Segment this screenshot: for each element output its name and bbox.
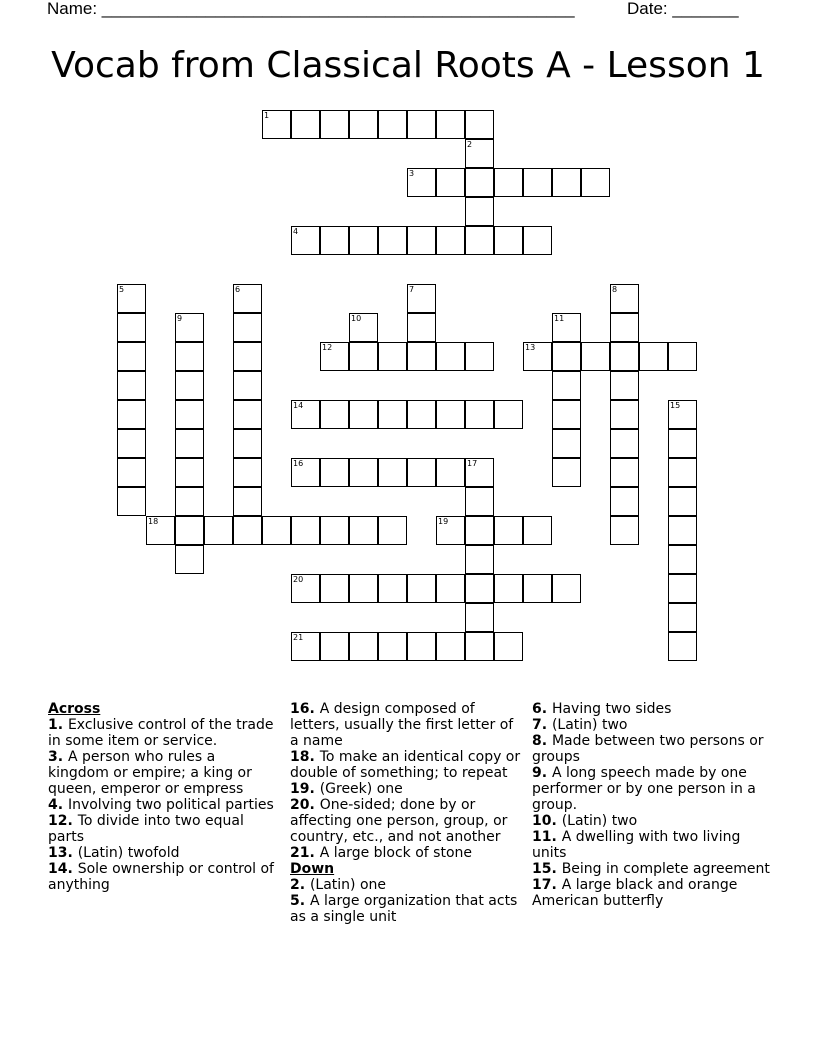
grid-cell[interactable] (407, 342, 436, 371)
clue-number: 12 (322, 343, 333, 352)
grid-cell[interactable] (320, 342, 349, 371)
clue-number: 1 (264, 111, 270, 120)
grid-cell[interactable] (233, 516, 262, 545)
clue-num: 7 (532, 717, 542, 733)
grid-cell[interactable] (291, 400, 320, 429)
grid-cell[interactable] (465, 342, 494, 371)
clue-text: A large organization that acts as a single unit (290, 893, 518, 925)
clue-text: To make an identical copy or double of something; to repeat (290, 749, 521, 781)
clue-num: 14 (48, 861, 68, 877)
grid-cell[interactable] (668, 632, 697, 661)
clue-text: Exclusive control of the trade in some item or service. (48, 717, 274, 749)
grid-cell[interactable] (494, 516, 523, 545)
grid-cell[interactable] (378, 226, 407, 255)
grid-cell[interactable] (233, 458, 262, 487)
grid-cell[interactable] (436, 342, 465, 371)
grid-cell[interactable] (204, 516, 233, 545)
across-clue: 1. Exclusive control of the trade in some item or service. (48, 717, 274, 749)
grid-cell[interactable] (668, 574, 697, 603)
grid-cell[interactable] (523, 574, 552, 603)
grid-cell[interactable] (668, 458, 697, 487)
clue-number: 16 (293, 459, 304, 468)
grid-cell[interactable] (320, 574, 349, 603)
grid-cell[interactable] (407, 458, 436, 487)
grid-cell[interactable] (175, 458, 204, 487)
grid-cell[interactable] (320, 400, 349, 429)
clue-column-1 (48, 701, 278, 893)
clue-num: 21 (290, 845, 310, 861)
grid-cell[interactable] (552, 168, 581, 197)
grid-cell[interactable] (610, 516, 639, 545)
grid-cell[interactable] (175, 516, 204, 545)
down-heading: Down (290, 861, 335, 877)
grid-cell[interactable] (494, 400, 523, 429)
grid-cell[interactable] (552, 574, 581, 603)
clue-number: 20 (293, 575, 304, 584)
clue-num: 10 (532, 813, 552, 829)
grid-cell[interactable] (291, 110, 320, 139)
grid-cell[interactable] (552, 458, 581, 487)
grid-cell[interactable] (465, 168, 494, 197)
clue-number: 18 (148, 517, 159, 526)
grid-cell[interactable] (523, 168, 552, 197)
clue-text: A person who rules a kingdom or empire; a king or queen, emperor or empress (48, 749, 252, 797)
grid-cell[interactable] (117, 458, 146, 487)
grid-cell[interactable] (117, 284, 146, 313)
across-clue: 20. One-sided; done by or affecting one person, group, or country, etc., and not another (290, 797, 508, 845)
date-line: Date: _______ (627, 0, 739, 18)
grid-cell[interactable] (291, 226, 320, 255)
grid-cell[interactable] (465, 226, 494, 255)
clue-num: 20 (290, 797, 310, 813)
grid-cell[interactable] (117, 487, 146, 516)
grid-cell[interactable] (349, 574, 378, 603)
grid-cell[interactable] (610, 400, 639, 429)
across-clue: 3. A person who rules a kingdom or empire; a king or queen, emperor or empress (48, 749, 252, 797)
clue-num: 1 (48, 717, 58, 733)
clue-num: 16 (290, 701, 310, 717)
clue-number: 2 (467, 140, 473, 149)
clue-number: 5 (119, 285, 125, 294)
grid-cell[interactable] (117, 342, 146, 371)
grid-cell[interactable] (175, 313, 204, 342)
grid-cell[interactable] (117, 371, 146, 400)
grid-cell[interactable] (349, 458, 378, 487)
clue-number: 21 (293, 633, 304, 642)
clue-num: 11 (532, 829, 552, 845)
grid-cell[interactable] (581, 342, 610, 371)
grid-cell[interactable] (407, 574, 436, 603)
grid-cell[interactable] (349, 516, 378, 545)
clue-number: 15 (670, 401, 681, 410)
clue-number: 17 (467, 459, 478, 468)
down-clue: 5. A large organization that acts as a single unit (290, 893, 518, 925)
grid-cell[interactable] (465, 197, 494, 226)
clue-text: (Latin) one (309, 877, 387, 893)
grid-cell[interactable] (175, 487, 204, 516)
grid-cell[interactable] (233, 313, 262, 342)
grid-cell[interactable] (349, 110, 378, 139)
grid-cell[interactable] (523, 226, 552, 255)
grid-cell[interactable] (436, 632, 465, 661)
grid-cell[interactable] (378, 516, 407, 545)
grid-cell[interactable] (465, 110, 494, 139)
grid-cell[interactable] (465, 487, 494, 516)
grid-cell[interactable] (175, 429, 204, 458)
across-clue: 12. To divide into two equal parts (48, 813, 244, 845)
across-heading: Across (48, 701, 101, 717)
grid-cell[interactable] (233, 342, 262, 371)
down-clue: 7. (Latin) two (532, 717, 628, 733)
clue-number: 19 (438, 517, 449, 526)
clue-number: 7 (409, 285, 415, 294)
grid-cell[interactable] (552, 342, 581, 371)
grid-cell[interactable] (407, 110, 436, 139)
grid-cell[interactable] (349, 313, 378, 342)
clue-num: 19 (290, 781, 310, 797)
grid-cell[interactable] (465, 603, 494, 632)
clue-text: Involving two political parties (67, 797, 274, 813)
clue-text: A large black and orange American butterfly (532, 877, 738, 909)
grid-cell[interactable] (436, 516, 465, 545)
grid-cell[interactable] (436, 458, 465, 487)
grid-cell[interactable] (291, 632, 320, 661)
grid-cell[interactable] (494, 226, 523, 255)
grid-cell[interactable] (291, 574, 320, 603)
grid-cell[interactable] (552, 400, 581, 429)
grid-cell[interactable] (175, 545, 204, 574)
clue-text: Sole ownership or control of anything (48, 861, 274, 893)
grid-cell[interactable] (610, 342, 639, 371)
clue-text: (Latin) two (551, 717, 628, 733)
across-clue: 18. To make an identical copy or double of something; to repeat (290, 749, 521, 781)
clue-number: 10 (351, 314, 362, 323)
name-line: Name: __________________________________________________ (47, 0, 575, 18)
clue-number: 3 (409, 169, 415, 178)
grid-cell[interactable] (494, 574, 523, 603)
grid-cell[interactable] (291, 516, 320, 545)
grid-cell[interactable] (465, 400, 494, 429)
down-clue: 15. Being in complete agreement (532, 861, 770, 877)
across-clue: 13. (Latin) twofold (48, 845, 180, 861)
down-clue: 6. Having two sides (532, 701, 672, 717)
grid-cell[interactable] (378, 342, 407, 371)
clue-list (48, 701, 788, 1021)
clue-num: 9 (532, 765, 542, 781)
grid-cell[interactable] (117, 400, 146, 429)
grid-cell[interactable] (262, 516, 291, 545)
clue-text: A dwelling with two living units (532, 829, 741, 861)
clue-text: A large block of stone (319, 845, 473, 861)
grid-cell[interactable] (378, 110, 407, 139)
grid-cell[interactable] (117, 313, 146, 342)
grid-cell[interactable] (378, 632, 407, 661)
clue-num: 15 (532, 861, 552, 877)
grid-cell[interactable] (581, 168, 610, 197)
grid-cell[interactable] (407, 284, 436, 313)
grid-cell[interactable] (320, 110, 349, 139)
grid-cell[interactable] (349, 632, 378, 661)
grid-cell[interactable] (668, 400, 697, 429)
grid-cell[interactable] (610, 313, 639, 342)
clue-text: Having two sides (551, 701, 672, 717)
grid-cell[interactable] (465, 545, 494, 574)
grid-cell[interactable] (117, 429, 146, 458)
clue-text: A design composed of letters, usually the first letter of a name (290, 701, 514, 749)
clue-text: (Latin) twofold (77, 845, 180, 861)
down-clue: 10. (Latin) two (532, 813, 638, 829)
down-clue: 17. A large black and orange American butterfly (532, 877, 738, 909)
grid-cell[interactable] (552, 429, 581, 458)
clue-number: 9 (177, 314, 183, 323)
grid-cell[interactable] (378, 400, 407, 429)
grid-cell[interactable] (378, 458, 407, 487)
clue-column-2 (290, 701, 522, 925)
across-clue: 21. A large block of stone (290, 845, 473, 861)
clue-column-3 (532, 701, 772, 909)
clue-text: To divide into two equal parts (48, 813, 244, 845)
grid-cell[interactable] (465, 516, 494, 545)
grid-cell[interactable] (465, 632, 494, 661)
clue-num: 12 (48, 813, 68, 829)
clue-num: 3 (48, 749, 58, 765)
grid-cell[interactable] (320, 632, 349, 661)
clue-text: Being in complete agreement (561, 861, 770, 877)
grid-cell[interactable] (349, 226, 378, 255)
grid-cell[interactable] (233, 284, 262, 313)
clue-text: (Greek) one (319, 781, 403, 797)
grid-cell[interactable] (610, 371, 639, 400)
grid-cell[interactable] (610, 429, 639, 458)
grid-cell[interactable] (233, 429, 262, 458)
clue-number: 14 (293, 401, 304, 410)
grid-cell[interactable] (668, 487, 697, 516)
grid-cell[interactable] (291, 458, 320, 487)
down-clue: 9. A long speech made by one performer or by one person in a group. (532, 765, 756, 813)
grid-cell[interactable] (175, 400, 204, 429)
grid-cell[interactable] (233, 371, 262, 400)
clue-number: 8 (612, 285, 618, 294)
clue-text: Made between two persons or groups (532, 733, 764, 765)
grid-cell[interactable] (668, 429, 697, 458)
clue-number: 4 (293, 227, 299, 236)
clue-num: 2 (290, 877, 300, 893)
across-clue: 4. Involving two political parties (48, 797, 274, 813)
grid-cell[interactable] (552, 371, 581, 400)
clue-num: 5 (290, 893, 300, 909)
grid-cell[interactable] (175, 371, 204, 400)
clue-number: 11 (554, 314, 565, 323)
grid-cell[interactable] (146, 516, 175, 545)
grid-cell[interactable] (465, 458, 494, 487)
down-clue: 8. Made between two persons or groups (532, 733, 764, 765)
grid-cell[interactable] (436, 574, 465, 603)
clue-text: (Latin) two (561, 813, 638, 829)
grid-cell[interactable] (349, 400, 378, 429)
grid-cell[interactable] (407, 632, 436, 661)
clue-num: 8 (532, 733, 542, 749)
clue-num: 17 (532, 877, 552, 893)
grid-cell[interactable] (320, 458, 349, 487)
across-clue: 14. Sole ownership or control of anything (48, 861, 274, 893)
grid-cell[interactable] (407, 400, 436, 429)
clue-number: 13 (525, 343, 536, 352)
grid-cell[interactable] (436, 226, 465, 255)
grid-cell[interactable] (639, 342, 668, 371)
clue-num: 4 (48, 797, 58, 813)
page-title: Vocab from Classical Roots A - Lesson 1 (51, 45, 765, 86)
grid-cell[interactable] (494, 168, 523, 197)
down-clue: 11. A dwelling with two living units (532, 829, 741, 861)
grid-cell[interactable] (407, 313, 436, 342)
grid-cell[interactable] (436, 110, 465, 139)
grid-cell[interactable] (436, 168, 465, 197)
clue-num: 6 (532, 701, 542, 717)
grid-cell[interactable] (320, 226, 349, 255)
grid-cell[interactable] (523, 516, 552, 545)
grid-cell[interactable] (349, 342, 378, 371)
grid-cell[interactable] (436, 400, 465, 429)
grid-cell[interactable] (407, 168, 436, 197)
clue-num: 13 (48, 845, 68, 861)
across-clue: 19. (Greek) one (290, 781, 403, 797)
grid-cell[interactable] (668, 342, 697, 371)
grid-cell[interactable] (668, 603, 697, 632)
grid-cell[interactable] (552, 313, 581, 342)
grid-cell[interactable] (523, 342, 552, 371)
grid-cell[interactable] (175, 342, 204, 371)
grid-cell[interactable] (262, 110, 291, 139)
grid-cell[interactable] (465, 139, 494, 168)
grid-cell[interactable] (610, 458, 639, 487)
grid-cell[interactable] (233, 400, 262, 429)
grid-cell[interactable] (378, 574, 407, 603)
clue-num: 18 (290, 749, 310, 765)
grid-cell[interactable] (610, 284, 639, 313)
grid-cell[interactable] (465, 574, 494, 603)
grid-cell[interactable] (407, 226, 436, 255)
grid-cell[interactable] (668, 545, 697, 574)
clue-text: A long speech made by one performer or by one person in a group. (532, 765, 756, 813)
grid-cell[interactable] (610, 487, 639, 516)
grid-cell[interactable] (233, 487, 262, 516)
across-clue: 16. A design composed of letters, usually the first letter of a name (290, 701, 514, 749)
grid-cell[interactable] (320, 516, 349, 545)
clue-text: One-sided; done by or affecting one person, group, or country, etc., and not another (290, 797, 508, 845)
down-clue: 2. (Latin) one (290, 877, 387, 893)
grid-cell[interactable] (494, 632, 523, 661)
grid-cell[interactable] (668, 516, 697, 545)
clue-number: 6 (235, 285, 241, 294)
